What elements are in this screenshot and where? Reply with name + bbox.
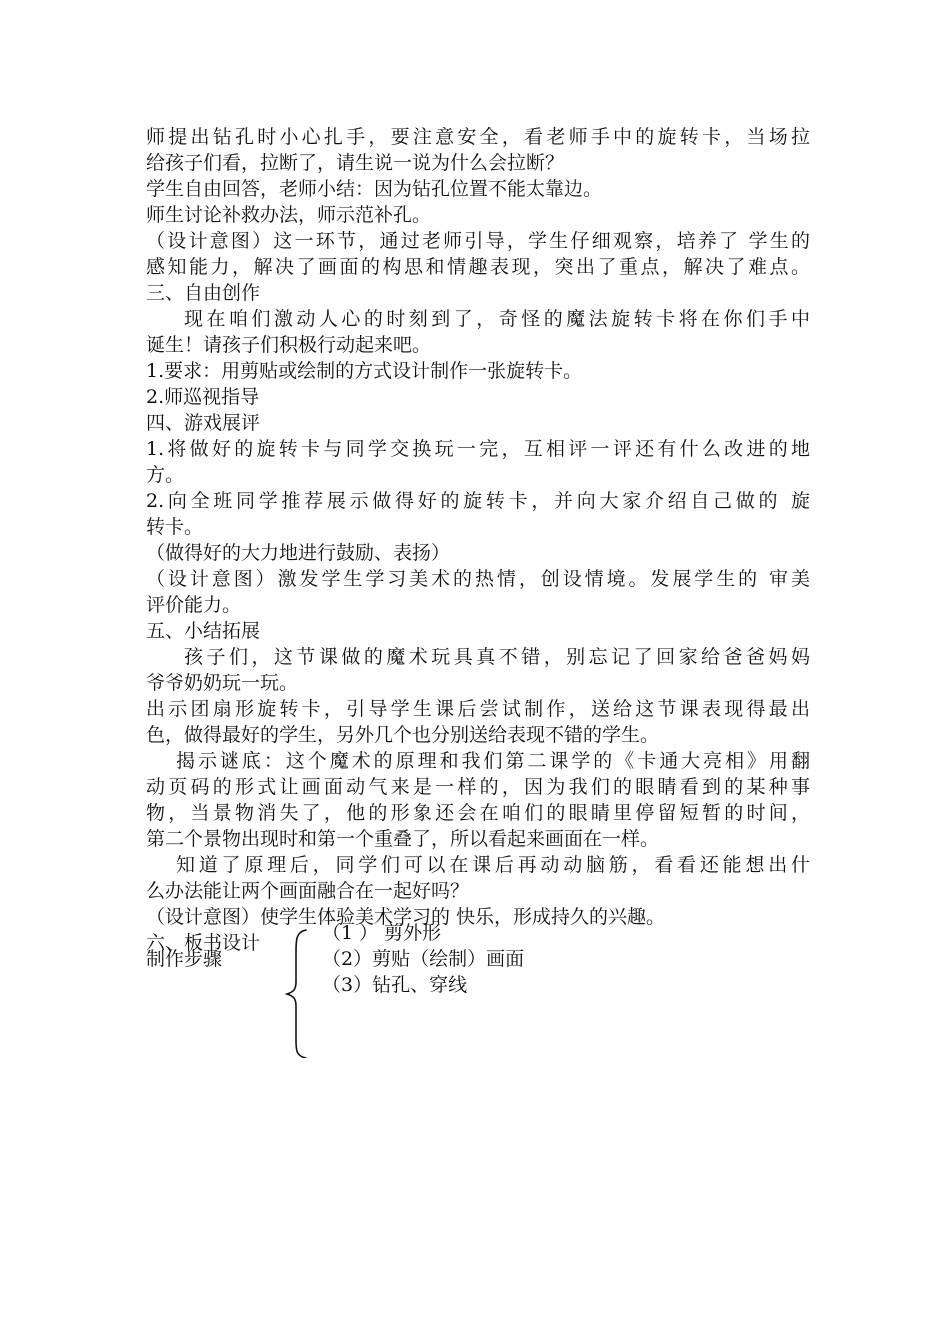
- text-line: 第二个景物出现时和第一个重叠了，所以看起来画面在一样。: [146, 828, 660, 850]
- text-line: 么办法能让两个画面融合在一起好吗？: [146, 880, 470, 902]
- left-brace-icon: [284, 928, 310, 1058]
- text-line: 感知能力，解决了画面的构思和情趣表现，突出了重点，解决了难点。: [146, 256, 810, 278]
- text-line: 揭示谜底：这个魔术的原理和我们第二课学的《卡通大亮相》用翻: [176, 750, 810, 772]
- text-line: 诞生！请孩子们积极行动起来吧。: [146, 334, 432, 356]
- text-line: （设计意图）这一环节，通过老师引导，学生仔细观察，培养了 学生的: [146, 230, 810, 252]
- text-line: 转卡。: [146, 516, 204, 538]
- board-design: [146, 920, 810, 1060]
- text-line: （做得好的大力地进行鼓励、表扬）: [146, 542, 451, 564]
- text-line: 1.将做好的旋转卡与同学交换玩一完，互相评一评还有什么改进的地: [146, 438, 810, 460]
- section-heading: 五、小结拓展: [146, 620, 261, 642]
- text-line: （设计意图）使学生体验美术学习的 快乐，形成持久的兴趣。: [146, 906, 666, 928]
- text-line: 给孩子们看，拉断了，请生说一说为什么会拉断？: [146, 152, 565, 174]
- text-line: 评价能力。: [146, 594, 242, 616]
- step-item: （3）钻孔、穿线: [322, 974, 468, 996]
- section-heading: 三、自由创作: [146, 282, 261, 304]
- step-item: （2）剪贴（绘制）画面: [322, 948, 525, 970]
- section-heading: 六、板书设计: [146, 932, 261, 954]
- section-heading: 四、游戏展评: [146, 412, 261, 434]
- text-line: 师提出钻孔时小心扎手，要注意安全，看老师手中的旋转卡，当场拉: [146, 126, 810, 148]
- text-line: 2.师巡视指导: [146, 386, 260, 408]
- text-line: 知道了原理后，同学们可以在课后再动动脑筋，看看还能想出什: [176, 854, 810, 876]
- lesson-text: [146, 124, 810, 956]
- text-line: 色，做得最好的学生，另外几个也分别送给表现不错的学生。: [146, 724, 660, 746]
- text-line: 物，当景物消失了，他的形象还会在咱们的眼睛里停留短暂的时间，: [146, 802, 810, 824]
- step-list: [322, 920, 524, 998]
- text-line: 学生自由回答，老师小结：因为钻孔位置不能太靠边。: [146, 178, 603, 200]
- text-line: 孩子们，这节课做的魔术玩具真不错，别忘记了回家给爸爸妈妈: [184, 646, 810, 668]
- text-line: （设计意图）激发学生学习美术的热情，创设情境。发展学生的 审美: [146, 568, 810, 590]
- board-label: 制作步骤: [146, 948, 223, 970]
- text-line: 爷爷奶奶玩一玩。: [146, 672, 299, 694]
- step-item: （1 ） 剪外形: [322, 922, 442, 944]
- text-line: 方。: [146, 464, 185, 486]
- text-line: 1.要求：用剪贴或绘制的方式设计制作一张旋转卡。: [146, 360, 583, 382]
- text-line: 2.向全班同学推荐展示做得好的旋转卡，并向大家介绍自己做的 旋: [146, 490, 810, 512]
- text-line: 现在咱们激动人心的时刻到了，奇怪的魔法旋转卡将在你们手中: [184, 308, 810, 330]
- text-line: 动页码的形式让画面动气来是一样的，因为我们的眼睛看到的某种事: [146, 776, 810, 798]
- text-line: 师生讨论补救办法，师示范补孔。: [146, 204, 432, 226]
- text-line: 出示团扇形旋转卡，引导学生课后尝试制作，送给这节课表现得最出: [146, 698, 810, 720]
